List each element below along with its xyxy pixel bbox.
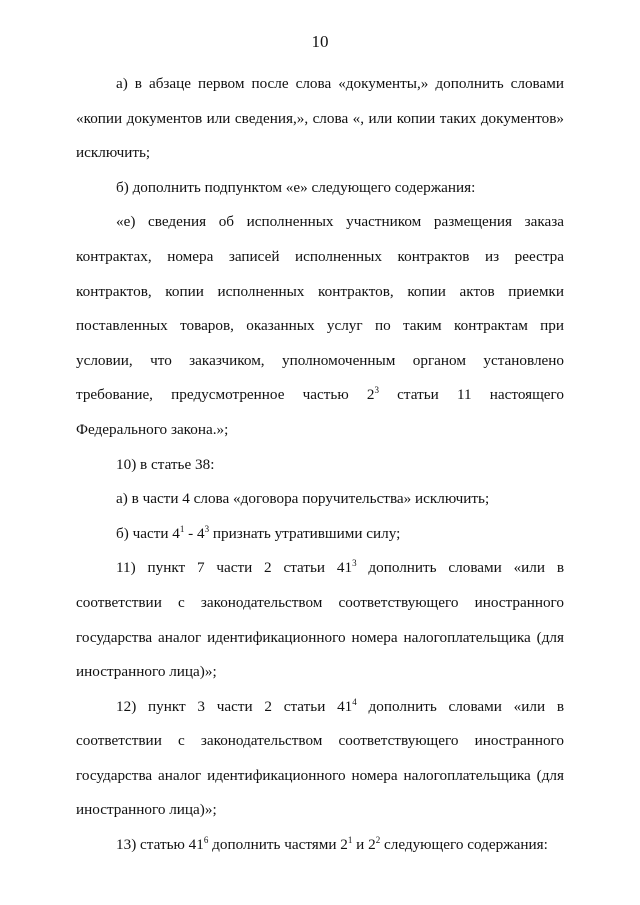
paragraph-7-text-b: дополнить словами «или в соответствии с законодательством соответствующего иностранного государства аналог идентификационного номера налогоплательщика (для иностранного лица)»;: [76, 559, 564, 681]
paragraph-4: [76, 448, 564, 483]
superscript: 3: [374, 385, 379, 396]
paragraph-8-text-a: 12) пункт 3 части 2 статьи 41: [116, 697, 353, 715]
paragraph-9-text-a: 13) статью 41: [116, 836, 204, 854]
paragraph-5-text: а) в части 4 слова «договора поручительства» исключить;: [116, 490, 490, 508]
page-number: 10: [311, 32, 329, 51]
paragraph-6-text-a: б) части 4: [116, 524, 180, 542]
superscript: 6: [203, 835, 209, 846]
paragraph-6-text-c: признать утратившими силу;: [209, 524, 401, 542]
paragraph-5: [76, 482, 564, 517]
paragraph-6-text-b: - 4: [184, 524, 205, 542]
paragraph-7: [76, 551, 564, 689]
paragraph-3-text: «е) сведения об исполненных участником размещения заказа контрактах, номера записей исполненных контрактов из реестра контрактов, копии исполненных контрактов, копии актов приемки поставленных товаров, оказанных услуг по таким контрактам при условии, что заказчиком, уполномоченным органом установлено требование, предусмотренное частью 2: [76, 213, 564, 404]
superscript: 2: [375, 835, 381, 846]
superscript: 1: [179, 523, 185, 534]
paragraph-6: [76, 517, 564, 552]
paragraph-8-text-b: дополнить словами «или в соответствии с законодательством соответствующего иностранного государства аналог идентификационного номера налогоплательщика (для иностранного лица)»;: [76, 697, 564, 819]
superscript: 4: [352, 696, 357, 707]
paragraph-2-text: б) дополнить подпунктом «е» следующего содержания:: [116, 178, 476, 196]
paragraph-7-text-a: 11) пункт 7 части 2 статьи 41: [116, 559, 353, 577]
paragraph-3-text-end: статьи 11 настоящего Федерального закона.»;: [76, 386, 564, 438]
superscript: 1: [347, 835, 353, 846]
paragraph-9-text-b: дополнить частями 2: [208, 836, 348, 854]
paragraph-3: [76, 205, 564, 447]
paragraph-8: [76, 690, 564, 828]
paragraph-1-text: а) в абзаце первом после слова «документы,» дополнить словами «копии документов или сведения,», слова «, или копии таких документов» исключить;: [76, 75, 564, 162]
superscript: 3: [204, 523, 210, 534]
paragraph-9: [76, 828, 564, 863]
document-body: [76, 67, 564, 863]
paragraph-1: [76, 67, 564, 171]
paragraph-9-text-d: следующего содержания:: [380, 836, 548, 854]
superscript: 3: [352, 558, 357, 569]
paragraph-9-text-c: и 2: [352, 836, 376, 854]
paragraph-4-text: 10) в статье 38:: [116, 455, 215, 473]
paragraph-2: [76, 171, 564, 206]
